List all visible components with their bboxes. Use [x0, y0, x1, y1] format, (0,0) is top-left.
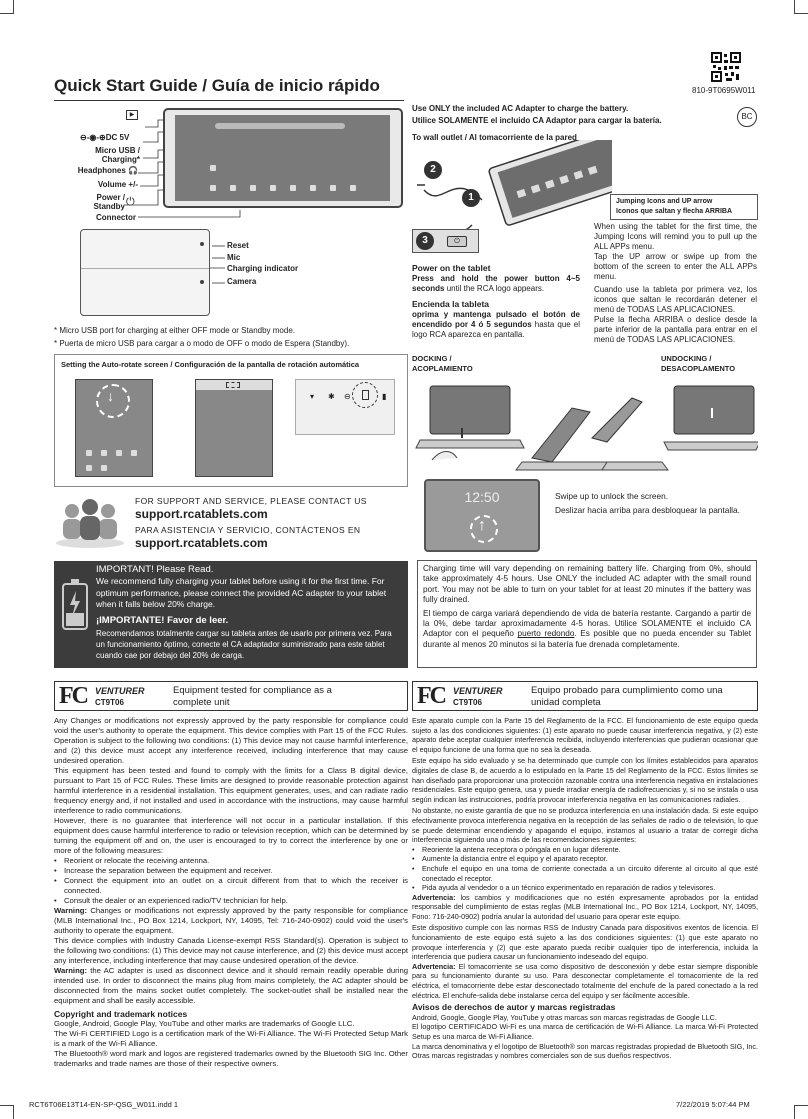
support-people-icon — [54, 497, 126, 549]
lock-screen-illustration — [424, 479, 540, 552]
docking-illustration — [412, 378, 758, 478]
fcc-body-es: Este aparato cumple con la Parte 15 del Reglamento de la FCC. El funcionamiento de este equipo queda sujeto a las dos condiciones siguientes: (1) este aparato no puede causar interferencia negativa, y (2) este aparato debe aceptar cualquier interferencia recibida, incluyendo interferencias que pudieran ocasionar que el equipo funcione de una forma que no sea la deseada. Este equipo ha sido evaluado y se ha determinado que cumple con los límites establecidos para aparatos digitales de clase B, de acuerdo a lo estipulado en la Parte 15 del Reglamento de la FCC. Estos límites se han diseñado para proporcionar una protección razonable contra una interferencia negativa en instalaciones residenciales. Este equipo genera, usa y puede irradiar energía de radiofrecuencias y, si no se instala o usa según indican las instrucciones, podría provocar interferencia negativa en las comunicaciones radiales. No obstante, no existe garantía de que no se produzca interferencia en una instalación dada. Si este equipo efectivamente provoca interferencia negativa en la recepción de las señales de radio o de televisión, lo que se puede determinar encendiendo y apagando el equipo, instamos al usuario a tratar de corregir dicha interferencia siguiendo una o más de las recomendaciones siguientes: • Reoriente la antena receptora o póngala en un lugar diferente. • Aumente la distancia entre el equipo y el aparato receptor. • Enchufe el equipo en una toma de corriente conectada a un circuito diferente al circuito al que esté conectado el receptor. • Pida ayuda al vendedor o a un técnico experimentado en reparación de radios y televisores. Advertencia: los cambios y modificaciones que no estén expresamente aprobados por la entidad responsable del cumplimiento de estas reglas (MLB International Inc., PO Box 1214, Lockport, NY, 14095, Fono: 716-240-0902) podría anular la autoridad del usuario para operar este equipo. Este dispositivo cumple con las normas RSS de Industry Canada para dispositivos exentos de licencia. El funcionamiento de este equipo está sujeto a las dos condiciones siguientes: (1) que este aparato no provoque interferencia y (2) que este aparato pueda recibir cualquier tipo de interferencia, incluida la interferencia que pudiera causar un funcionamiento indeseado del equipo. Advertencia: El tomacorriente se usa como dispositivo de desconexión y debe estar siempre disponible para su funcionamiento durante su uso. Para desconectar completamente el tomacorriente de la red eléctrica, el tomacorriente debe estar desconectado totalmente del enchufe de la pared conectado a la red eléctrica. El enchufe-salida debe instalarse cerca del equipo y ser fácilmente accesible. Avisos de derechos de autor y marcas registradas Android, Google, Google Play, YouTube y otras marcas son marcas registradas de Google LLC. El logotipo CERTIFICADO Wi-Fi es una marca de certificación de Wi-Fi Alliance. La marca Wi-Fi Protected Setup es una marca de Wi-Fi Alliance. La marca denominativa y el logotipo de Bluetooth® son marcas registradas propiedad de Bluetooth SIG, Inc. Otras marcas registradas y nombres comerciales son de sus dueños respectivos. — [412, 716, 758, 1061]
important-body-en: We recommend fully charging your tablet before using it for the first time. For optimum performance, please connect the provided AC adapter to your tablet when it falls below 20% charge. — [96, 576, 387, 609]
venturer-logo-es: VENTURER — [453, 686, 503, 696]
camera-label: Camera — [227, 277, 257, 286]
crop-mark-bl — [0, 1105, 14, 1119]
rotate-screen-2 — [195, 379, 273, 477]
battery-charging-icon — [60, 577, 90, 631]
important-body-es: Recomendamos totalmente cargar su tableta antes de usarlo por primera vez. Para un funcionamiento óptimo, conecte el CA adaptador suministrado para este tablet cuando cae por debajo del 20% de carga. — [96, 629, 392, 660]
adapter-line-es: Utilice SOLAMENTE el incluido CA Adaptor para cargar la batería. — [412, 116, 662, 125]
venturer-logo-en: VENTURER — [95, 686, 145, 696]
jumping-icons-callout: Jumping Icons and UP arrow Iconos que saltan y flecha ARRIBA — [610, 194, 758, 220]
mic-label: Mic — [227, 253, 241, 262]
micro-usb-note-en: * Micro USB port for charging at either OFF mode or Standby mode. — [54, 326, 295, 335]
headphones-icon: 🎧 — [128, 166, 138, 175]
power-on-body-es: oprima y mantenga pulsado el botón de encendido por 4 ó 5 segundos hasta que el logo RCA aparezca en pantalla. — [412, 310, 580, 339]
wifi-icon: ▾ — [310, 392, 315, 401]
power-on-heading-es: Encienda la tableta — [412, 299, 489, 309]
charging-text-en: Charging time will vary depending on remaining battery life. Charging from 0%, should take approximately 4-5 hours. Use ONLY the included AC adapter with the small round port. You may not be able to turn on your tablet for at least 20 minutes if the battery was fully drained. — [423, 564, 751, 605]
charging-indicator-label: Charging indicator — [227, 264, 299, 273]
fcc-header-es — [412, 681, 758, 711]
power-icon: ⏻ — [126, 196, 135, 208]
power-label: Power / Standby — [93, 193, 125, 211]
quick-settings-panel — [295, 379, 395, 435]
important-heading-es: ¡IMPORTANTE! Favor de leer. — [96, 615, 229, 626]
dc-port-label: ⊖-◉-⊕DC 5V — [80, 133, 130, 142]
fcc-logo-es: FC — [417, 683, 445, 709]
bc-mark: BC — [737, 107, 757, 127]
footer-file: RCT6T06E13T14-EN-SP-QSG_W011.indd 1 — [29, 1100, 179, 1109]
page-title: Quick Start Guide / Guía de inicio rápido — [54, 76, 380, 95]
charging-info-box — [417, 560, 757, 668]
step-3-badge: 3 — [416, 232, 434, 250]
auto-rotate-heading: Setting the Auto-rotate screen / Configuración de la pantalla de rotación automática — [61, 360, 360, 369]
swipe-up-arrow-icon: ↑ — [478, 517, 486, 534]
rotate-screen-1: ↓ — [75, 379, 153, 477]
headphones-label: Headphones 🎧 — [77, 166, 138, 175]
micro-usb-label: Micro USB / Charging* — [95, 146, 140, 164]
model-code: 810-9T0695W011 — [692, 86, 756, 95]
jumping-body: When using the tablet for the first time, the Jumping Icons will remind you to pull up the ALL APPs menu. Tap the UP arrow or swipe up from the bottom of the screen to enter the ALL APPs menu. Cuando use la tableta por primera vez, los iconos que saltan le recordarán detener el menú de TODAS LAS APLICACIONES. Pulse la flecha ARRIBA o deslice desde la parte inferior de la pantalla para entrar en el menú de TODAS LAS APLICACIONES. — [594, 222, 757, 344]
connector-label: Connector — [96, 213, 136, 222]
unlock-text-es: Deslizar hacia arriba para desbloquear la pantalla. — [555, 505, 740, 515]
reset-hole — [200, 242, 204, 246]
fcc-body-en: Any Changes or modifications not expressly approved by the party responsible for compliance could void the user's authority to operate the equipment. This device complies with Part 15 of the FCC Rules. Operation is subject to the following two conditions: (1) This device may not cause harmful interference, and (2) this device must accept any interference received, including interference that may cause undesired operation. This equipment has been tested and found to comply with the limits for a Class B digital device, pursuant to Part 15 of FCC Rules. These limits are designed to provide reasonable protection against harmful interference in a residential installation. This equipment generates, uses, and can radiate radio frequency energy and, if not installed and used in accordance with the instructions, may cause harmful interference to radio communications. However, there is no guarantee that interference will not occur in a particular installation. If this equipment does cause harmful interference to radio or television reception, which can be determined by turning the equipment off and on, the user is encouraged to try to correct the interference by one or more of the following measures: • Reorient or relocate the receiving antenna. • Increase the separation between the equipment and receiver. • Connect the equipment into an outlet on a circuit different from that to which the receiver is connected. • Consult the dealer or an experienced radio/TV technician for help. Warning: Changes or modifications not expressly approved by the party responsible for compliance (MLB International Inc., PO Box 1214, Lockport, NY, 14095, Tel: 716-240-0902) could void the user's authority to operate the equipment. This device complies with Industry Canada License-exempt RSS Standard(s). Operation is subject to the following two conditions: (1) This device may not cause interference, and (2) this device must accept any interference, including interference that may cause undesired operation of the device. Warning: the AC adapter is used as disconnect device and it should remain readily operable during intended use. In order to disconnect the mains plug from mains completely, the AC adapter should be disconnected from the mains socket outlet completely. The socket-outlet shall be installed near the equipment and shall be easily accessible. Copyright and trademark notices Google, Android, Google Play, YouTube and other marks are trademarks of Google LLC. The Wi-Fi CERTIFIED Logo is a certification mark of the Wi-Fi Alliance. The Wi-Fi Protected Setup Mark is a mark of the Wi-Fi Alliance. The Bluetooth® word mark and logos are registered trademarks owned by the Bluetooth SIG Inc. Other trademarks and trade names are those of their respective owners. — [54, 716, 408, 1069]
play-store-icon: ▶ — [126, 110, 138, 120]
power-on-heading-en: Power on the tablet — [412, 263, 491, 273]
step-1-badge: 1 — [462, 189, 480, 207]
support-url-en[interactable]: support.rcatablets.com — [135, 507, 268, 521]
dnd-icon: ⊖ — [344, 392, 351, 401]
fcc-header-en — [54, 681, 408, 711]
lock-clock: 12:50 — [464, 489, 500, 505]
bluetooth-icon: ✱ — [328, 392, 335, 401]
wall-outlet-label: To wall outlet / Al tomacorriente de la pared — [412, 133, 577, 142]
auto-rotate-section — [54, 354, 408, 487]
fcc-caption-es: Equipo probado para cumplimiento como una unidad completa — [531, 685, 723, 708]
footer-date: 7/22/2019 5:07:44 PM — [676, 1100, 750, 1109]
undocking-label: UNDOCKING / DESACOPLAMENTO — [661, 354, 736, 373]
reset-label: Reset — [227, 241, 249, 250]
camera-lens — [200, 280, 204, 284]
support-line-en: FOR SUPPORT AND SERVICE, PLEASE CONTACT US — [135, 496, 367, 506]
fcc-caption-en: Equipment tested for compliance as a complete unit — [173, 685, 332, 708]
support-url-es[interactable]: support.rcatablets.com — [135, 536, 268, 550]
model-number-es: CT9T06 — [453, 698, 482, 707]
docking-label: DOCKING / ACOPLAMIENTO — [412, 354, 473, 373]
fcc-logo-en: FC — [59, 683, 87, 709]
power-button-inset — [412, 229, 479, 253]
charging-text-es: El tiempo de carga variará dependiendo de vida de batería restante. Cargando a partir de la 0%, debe tardar aproximadamente 4-5 horas. Utilice SOLAMENTE el incluido CA Adaptor con el pequeño puerto redondo. Es posible que no pueda encender su Tablet durante al menos 20 minutos si la batería fue drenada completamente. — [423, 608, 751, 649]
adapter-line-en: Use ONLY the included AC Adapter to charge the battery. — [412, 104, 629, 113]
model-number-en: CT9T06 — [95, 698, 124, 707]
crop-mark-br — [794, 1105, 808, 1119]
dc-polarity-icon: ⊖-◉-⊕ — [80, 133, 106, 142]
unlock-text-en: Swipe up to unlock the screen. — [555, 491, 668, 501]
support-line-es: PARA ASISTENCIA Y SERVICIO, CONTÁCTENOS EN — [135, 525, 361, 535]
tablet-back-illustration — [80, 229, 210, 316]
power-button-icon: ⏻ — [447, 236, 467, 247]
micro-usb-note-es: * Puerta de micro USB para cargar a o modo de OFF o modo de Espera (Standby). — [54, 339, 350, 348]
step-2-badge: 2 — [424, 161, 442, 179]
power-on-body-en: Press and hold the power button 4~5 seconds until the RCA logo appears. — [412, 274, 580, 293]
auto-rotate-icon — [362, 390, 369, 400]
volume-label: Volume +/- — [97, 180, 138, 189]
important-panel — [54, 561, 408, 668]
important-heading-en: IMPORTANT! Please Read. — [96, 564, 214, 575]
battery-icon: ▮ — [382, 392, 387, 401]
